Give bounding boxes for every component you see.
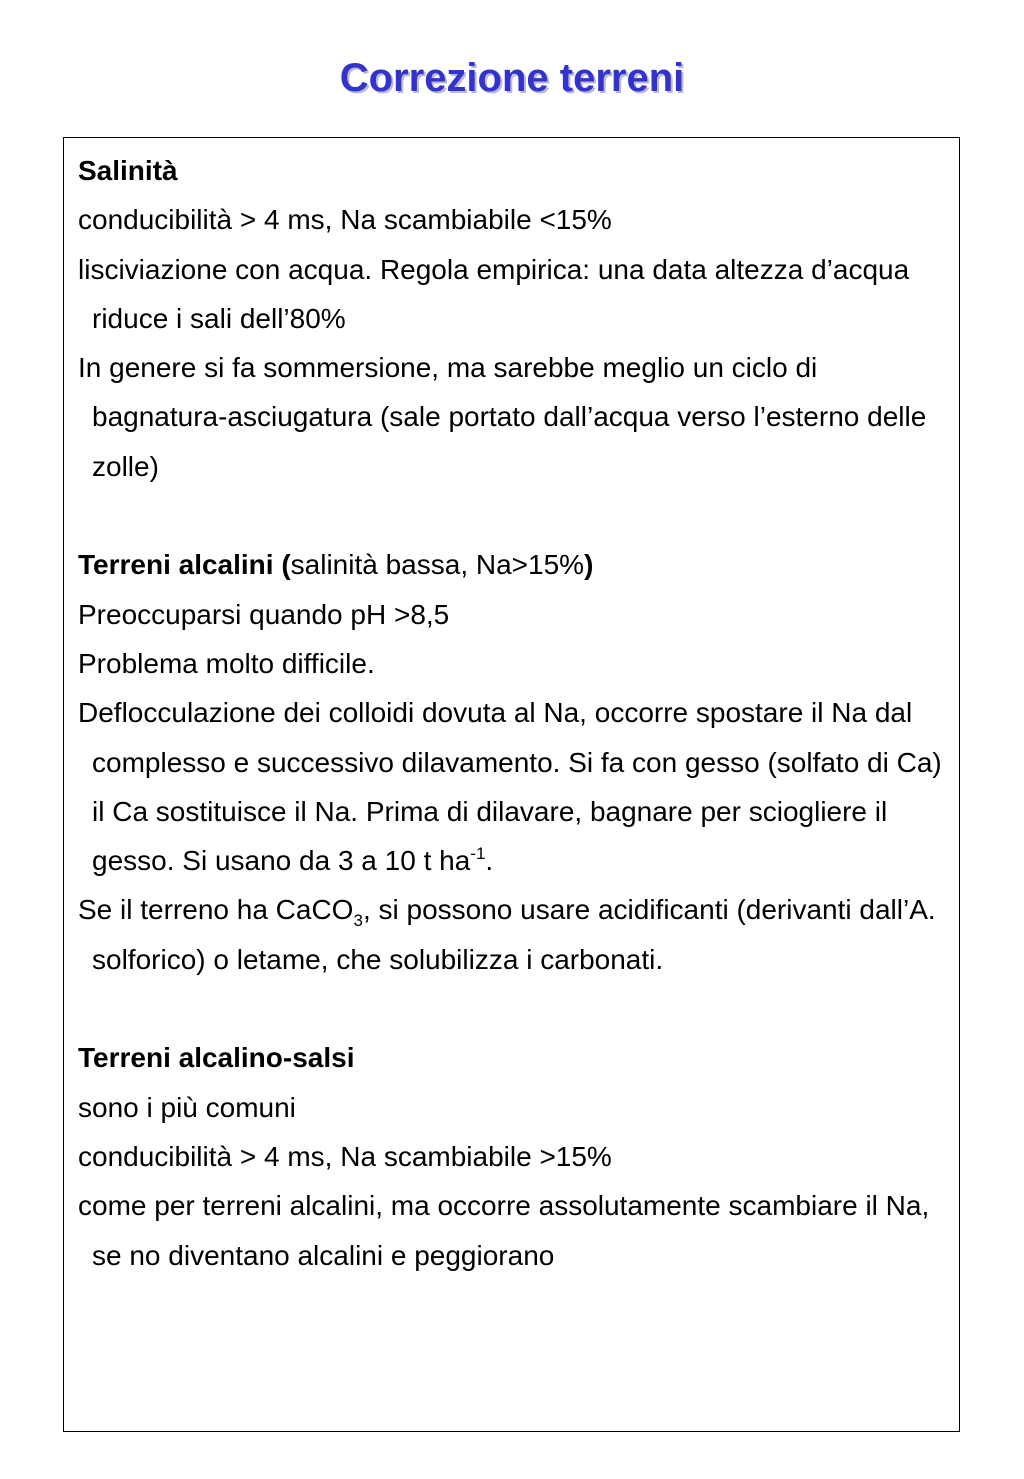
alcalini-heading-bold: Terreni alcalini ( <box>78 549 291 581</box>
alcalino-salsi-line-conducibilita: conducibilità > 4 ms, Na scambiabile >15% <box>78 1140 612 1172</box>
salinita-line-lisciviazione: lisciviazione con acqua. Regola empirica: una data altezza d’acqua riduce i sali dell’80% <box>78 253 910 334</box>
salinita-line-conducibilita: conducibilità > 4 ms, Na scambiabile <15% <box>78 204 612 236</box>
content-box <box>63 137 960 1432</box>
alcalino-salsi-line-comuni: sono i più comuni <box>78 1091 296 1123</box>
deflocculazione-end: . <box>485 845 494 877</box>
alcalini-line-deflocculazione <box>78 688 949 885</box>
alcalini-line-ph: Preoccuparsi quando pH >8,5 <box>78 598 450 630</box>
section-heading-salinita: Salinità <box>78 155 178 186</box>
alcalini-heading-detail: salinità bassa, Na>15% <box>290 549 585 581</box>
alcalini-line-caco3 <box>78 885 949 984</box>
caco3-text-end: , si possono usare acidificanti (derivanti dall’A. solforico) o letame, che solubilizza i carbonati. <box>92 894 936 975</box>
alcalini-line-problema: Problema molto difficile. <box>78 647 375 679</box>
exponent-superscript: -1 <box>470 844 486 864</box>
page-title: Correzione terreni <box>339 56 685 100</box>
deflocculazione-text: Deflocculazione dei colloidi dovuta al Na, occorre spostare il Na dal complesso e successivo dilavamento. Si fa con gesso (solfato di Ca) il Ca sostituisce il Na. Prima di dilavare, bagnare per sciogliere il gesso. Si usano da 3 a 10 t ha <box>78 697 942 877</box>
caco3-text-start: Se il terreno ha CaCO <box>78 894 354 926</box>
section-heading-alcalino-salsi: Terreni alcalino-salsi <box>78 1042 355 1074</box>
paragraph-spacer <box>78 491 949 540</box>
alcalino-salsi-line-scambiare: come per terreni alcalini, ma occorre assolutamente scambiare il Na, se no diventano alcalini e peggiorano <box>78 1190 930 1271</box>
salinita-line-sommersione: In genere si fa sommersione, ma sarebbe meglio un ciclo di bagnatura-asciugatura (sale portato dall’acqua verso l’esterno delle zolle) <box>78 352 927 482</box>
paragraph-spacer <box>78 984 949 1033</box>
caco3-subscript: 3 <box>353 911 363 931</box>
section-heading-alcalini <box>78 540 949 589</box>
alcalini-heading-close: ) <box>584 549 594 581</box>
content-text <box>78 146 949 1280</box>
